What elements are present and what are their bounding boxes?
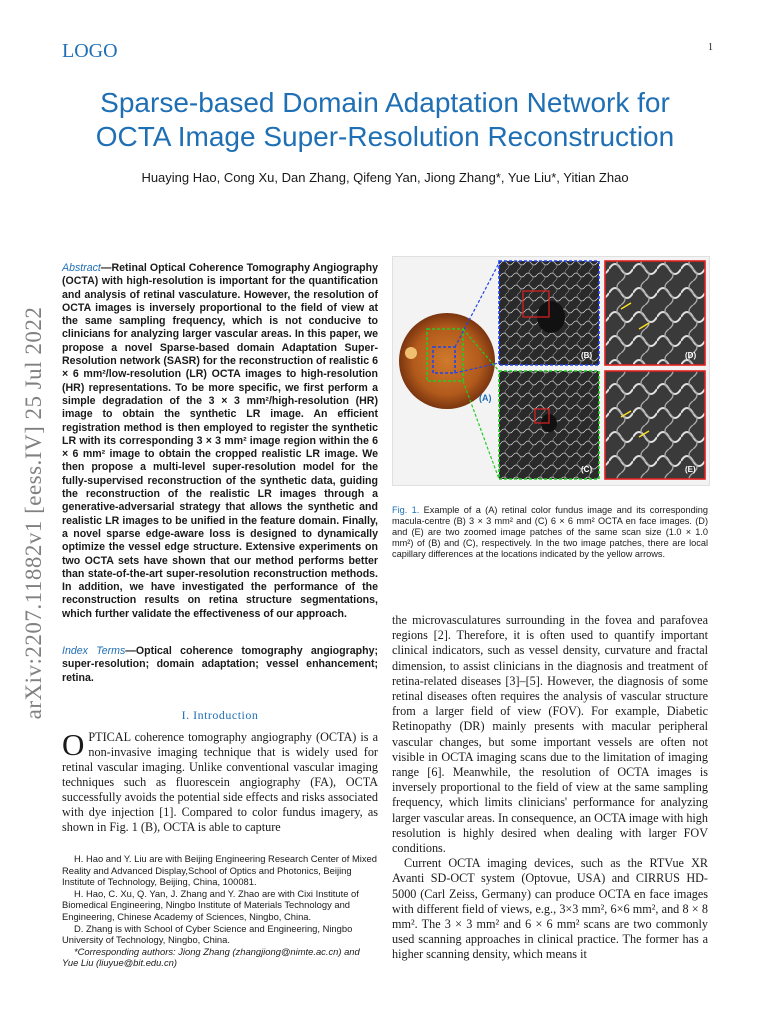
zoom-patch-e xyxy=(605,371,705,479)
footnote: *Corresponding authors: Jiong Zhang (zhangjiong@nimte.ac.cn) and Yue Liu (liuyue@bit.edu.cn) xyxy=(62,945,360,969)
title-line-2: OCTA Image Super-Resolution Reconstruction xyxy=(95,121,675,152)
right-column-text xyxy=(392,613,708,963)
panel-label-e: (E) xyxy=(685,465,696,474)
index-terms-label: Index Terms xyxy=(62,645,126,657)
figure-1 xyxy=(392,256,710,486)
figure-caption-text: Example of a (A) retinal color fundus image and its corresponding macula-centre (B) 3 × 3 mm² and (C) 6 × 6 mm² OCTA en face images. (D) and (E) are two zoomed image patches of the same scan size (1.0 × 1.0 mm²) of (B) and (C), respectively. In the two image patches, there are local capillary differences at the locations indicated by the yellow arrows. xyxy=(392,505,709,559)
footnote: D. Zhang is with School of Cyber Science and Engineering, Ningbo University of Technology, Ningbo, China. xyxy=(62,922,353,946)
paper-title xyxy=(40,86,730,154)
arxiv-watermark: arXiv:2207.11882v1 [eess.IV] 25 Jul 2022 xyxy=(21,306,46,720)
section-heading: I. Introduction xyxy=(181,708,259,722)
panel-label-d: (D) xyxy=(685,351,697,360)
intro-text: PTICAL coherence tomography angiography (OCTA) is a non-invasive imaging technique that is widely used for retinal vascular imaging. Unlike conventional vascular imaging techniques such as fluorescein angiography (FA), OCTA successfully avoids the potential side effects and risks associated with dye injection [1]. Compared to color fundus imagery, as shown in Fig. 1 (B), OCTA is able to capture xyxy=(62,730,378,834)
footnotes xyxy=(62,853,378,969)
title-line-1: Sparse-based Domain Adaptation Network for xyxy=(100,87,670,118)
index-terms-text: —Optical coherence tomography angiography; super-resolution; domain adaptation; vessel enhancement; retina. xyxy=(62,645,378,684)
figure-caption xyxy=(392,505,708,560)
abstract xyxy=(62,262,378,621)
abstract-label: Abstract xyxy=(62,262,101,274)
figure-caption-label: Fig. 1. xyxy=(392,505,420,515)
panel-label-c: (C) xyxy=(581,465,593,474)
panel-label-b: (B) xyxy=(581,351,593,360)
figure-1-graphic xyxy=(393,257,709,485)
footnote: H. Hao, C. Xu, Q. Yan, J. Zhang and Y. Zhao are with Cixi Institute of Biomedical Engineering, Ningbo Institute of Materials Technology and Engineering, Chinese Academy of Sciences, Ningbo, China. xyxy=(62,887,359,922)
intro-paragraph xyxy=(62,727,378,835)
body-paragraph: the microvasculatures surrounding in the fovea and parafovea regions [2]. Therefore, it is often used to quantify important clinical indicators, such as vessel density, curvature and fractal dimension, to assist clinicians in the diagnosis and treatment of retina-related diseases [3]–[5]. However, the diagnosis of some retinal diseases often requires the analysis of vascular structure from a larger field of view (FOV). For example, Diabetic Retinopathy (DR) mainly presents with macular peripheral vascular changes, but some important vessels are often not visible in OCTA imaging scans due to the limitation of imaging range [6]. Meanwhile, the resolution of OCTA images is inversely proportional to the field of view at the same sampling frequency, which limits clinicians' performance for analyzing larger vascular areas. In consequence, an OCTA image with high resolution is highly desired when dealing with larger FOV conditions. xyxy=(392,613,708,856)
body-paragraph: Current OCTA imaging devices, such as the RTVue XR Avanti SD-OCT system (Optovue, USA) and CIRRUS HD-5000 (Carl Zeiss, Germany) can produce OCTA en face images with different field of views, e.g., 3×3 mm², 6×6 mm², and 8 × 8 mm². The 3 × 3 mm² and 6 × 6 mm² scans are two commonly used scanning approaches in clinical practice. The former has a higher scanning density, which means it xyxy=(392,856,708,962)
optic-disc xyxy=(405,347,417,359)
footnote: H. Hao and Y. Liu are with Beijing Engineering Research Center of Mixed Reality and Advanced Display,School of Optics and Photonics, Beijing Institute of Technology, Beijing, China, 100081. xyxy=(62,853,377,888)
abstract-text: —Retinal Optical Coherence Tomography Angiography (OCTA) with high-resolution is important for the quantification and analysis of retinal vasculature. However, the resolution of OCTA images is inversely proportional to the field of view at the same sampling frequency, which is not conducive to clinicians for analyzing larger vascular areas. In this paper, we propose a novel Sparse-based domain Adaptation Super-Resolution network (SASR) for the reconstruction of realistic 6 × 6 mm²/low-resolution (LR) OCTA images to high-resolution (HR) representations. To be more specific, we first perform a simple degradation of the 3 × 3 mm²/high-resolution (HR) image to obtain the synthetic LR image. An efficient registration method is then employed to register the synthetic LR with its corresponding 3 × 3 mm² image region within the 6 × 6 mm² image to obtain the cropped realistic LR image. We then propose a multi-level super-resolution model for the fully-supervised reconstruction of the synthetic data, guiding the reconstruction of the realistic LR images through a generative-adversarial strategy that allows the synthetic and realistic LR images to be unified in the feature domain. Finally, a novel sparse edge-aware loss is designed to dynamically optimize the vessel edge structure. Extensive experiments on two OCTA sets have shown that our method performs better than state-of-the-art super-resolution reconstruction methods. In addition, we have investigated the performance of the reconstruction results on retina structure segmentations, which further validate the effectiveness of our approach. xyxy=(62,262,378,620)
panel-label-a: (A) xyxy=(479,393,492,403)
author-list: Huaying Hao, Cong Xu, Dan Zhang, Qifeng Yan, Jiong Zhang*, Yue Liu*, Yitian Zhao xyxy=(141,170,629,185)
index-terms xyxy=(62,645,378,685)
page-number: 1 xyxy=(708,42,713,53)
drop-cap: O xyxy=(62,727,85,762)
zoom-patch-d xyxy=(605,261,705,365)
journal-logo: LOGO xyxy=(62,40,118,62)
